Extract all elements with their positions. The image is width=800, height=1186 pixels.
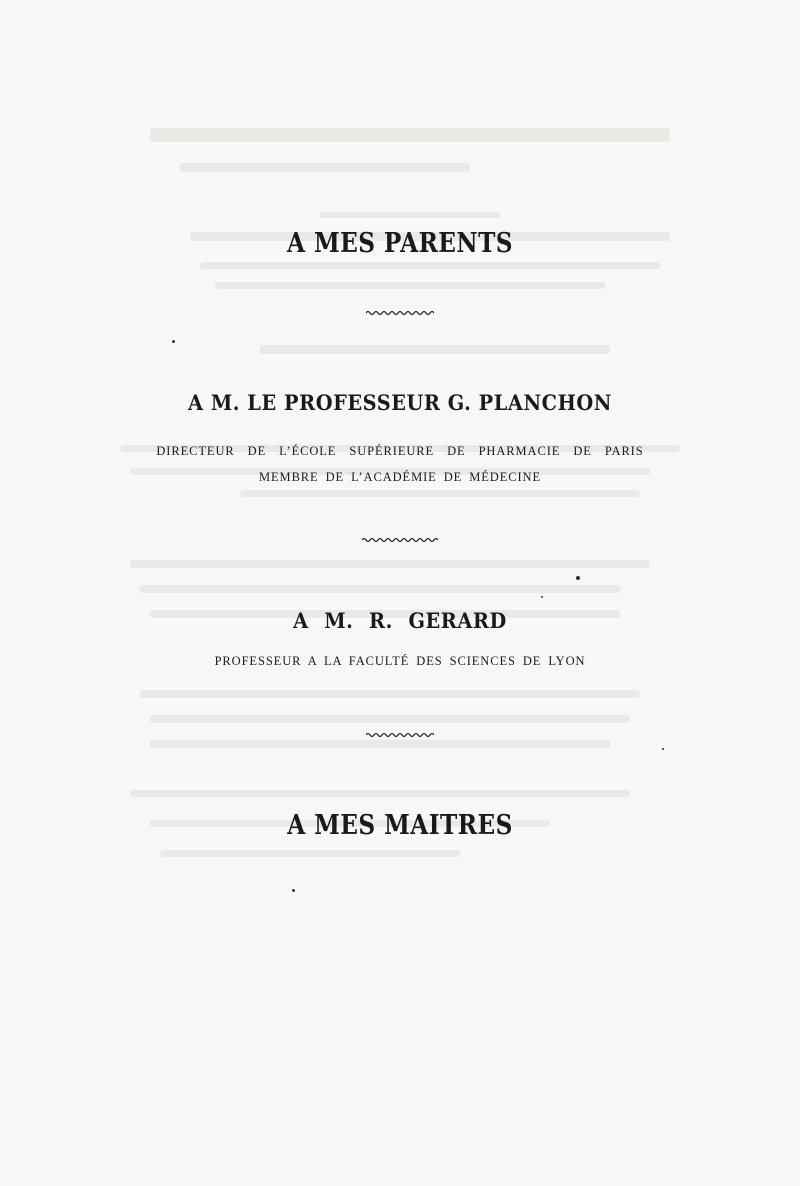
wavy-rule-divider [0, 309, 800, 317]
dedication-to-masters: A MES MAITRES [287, 810, 513, 841]
gerard-title-line: PROFESSEUR A LA FACULTÉ DES SCIENCES DE LYON [214, 654, 586, 668]
wavy-rule-divider [0, 731, 800, 739]
planchon-title-line-1: DIRECTEUR DE L’ÉCOLE SUPÉRIEURE DE PHARMACIE DE PARIS [156, 444, 644, 458]
print-speck [172, 340, 175, 343]
wavy-rule-divider [0, 536, 800, 544]
dedication-to-parents: A MES PARENTS [286, 228, 513, 259]
print-speck [576, 576, 580, 580]
print-speck [662, 748, 664, 750]
dedication-to-gerard-heading: A M. R. GERARD [293, 608, 507, 633]
dedication-to-planchon-heading: A M. LE PROFESSEUR G. PLANCHON [187, 390, 612, 415]
print-speck [292, 889, 295, 892]
print-speck [541, 596, 543, 598]
planchon-title-line-2: MEMBRE DE L’ACADÉMIE DE MÉDECINE [259, 470, 541, 484]
